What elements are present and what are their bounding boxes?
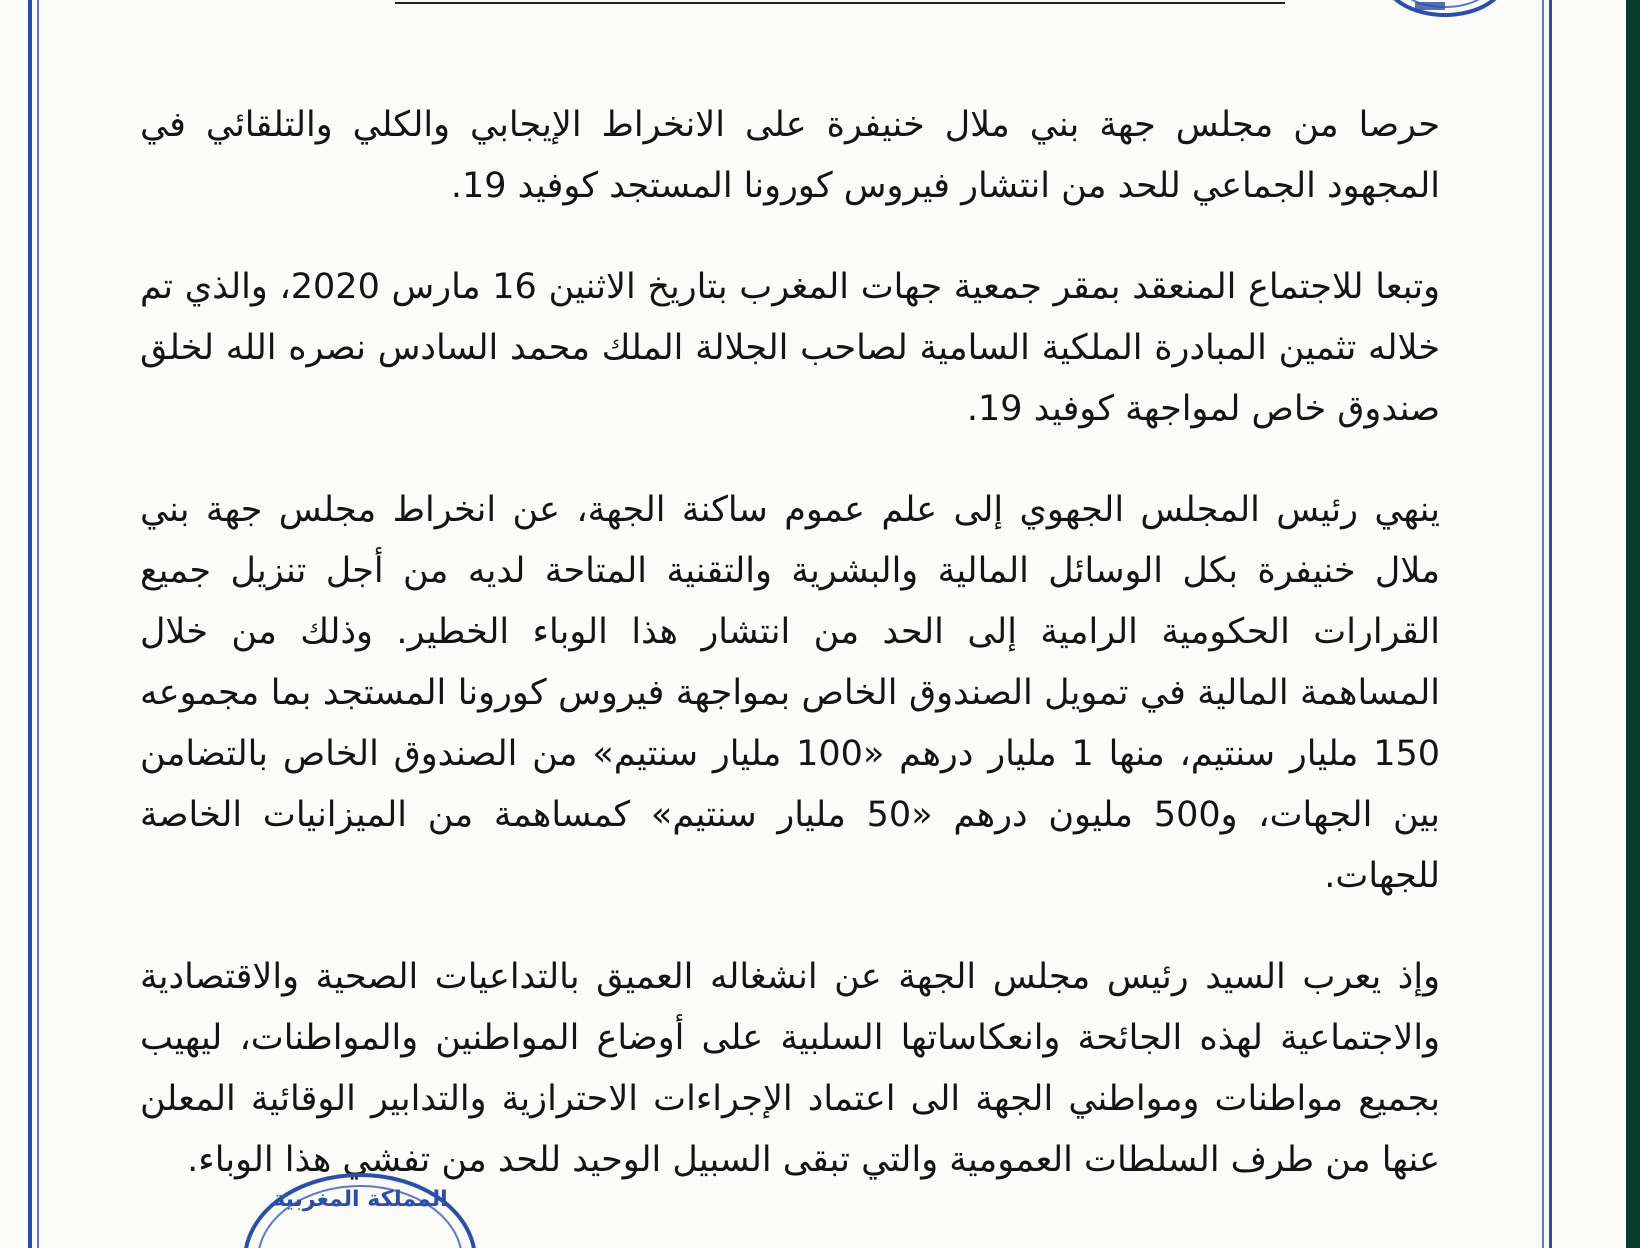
header-rule (395, 2, 1285, 4)
letterhead-frame-left-inner (37, 0, 39, 1248)
paragraph-4: وإذ يعرب السيد رئيس مجلس الجهة عن انشغاله العميق بالتداعيات الصحية والاقتصادية والاجتماعية لهذه الجائحة وانعكاساتها السلبية على أوضاع المواطنين والمواطنات، ليهيب بجميع مواطنات ومواطني الجهة الى اعتماد الإجراءات الاحترازية والتدابير الوقائية المعلن عنها من طرف السلطات العمومية والتي تبقى السبيل الوحيد للحد من تفشي هذا الوباء. (140, 957, 1440, 1180)
paragraph-3: ينهي رئيس المجلس الجهوي إلى علم عموم ساكنة الجهة، عن انخراط مجلس جهة بني ملال خنيفرة بكل الوسائل المالية والبشرية والتقنية المتاحة لديه من أجل تنزيل جميع القرارات الحكومية الرامية إلى الحد من انتشار هذا الوباء الخطير. وذلك من خلال المساهمة المالية في تمويل الصندوق الخاص بمواجهة فيروس كورونا المستجد بما مجموعه 150 مليار سنتيم، منها 1 مليار درهم «100 مليار سنتيم» من الصندوق الخاص بالتضامن بين الجهات، و500 مليون درهم «50 مليار سنتيم» كمساهمة من الميزانيات الخاصة للجهات. (140, 490, 1440, 896)
paragraph-2: وتبعا للاجتماع المنعقد بمقر جمعية جهات المغرب بتاريخ الاثنين 16 مارس 2020، والذي تم خلاله تثمين المبادرة الملكية السامية لصاحب الجلالة الملك محمد السادس نصره الله لخلق صندوق خاص لمواجهة كوفيد 19. (140, 267, 1440, 429)
letterhead-frame-right-inner (1542, 0, 1544, 1248)
paragraph-1: حرصا من مجلس جهة بني ملال خنيفرة على الانخراط الإيجابي والكلي والتلقائي في المجهود الجماعي للحد من انتشار فيروس كورونا المستجد كوفيد 19. (140, 105, 1440, 206)
top-seal-icon (1375, 0, 1515, 20)
letterhead-frame-right (1549, 0, 1552, 1248)
svg-text:المملكة المغربية: المملكة المغربية (272, 1187, 448, 1212)
letterhead-frame-left (28, 0, 32, 1248)
scan-edge (1626, 0, 1640, 1248)
kingdom-seal-icon (230, 1150, 490, 1248)
letter-body (140, 95, 1440, 1231)
